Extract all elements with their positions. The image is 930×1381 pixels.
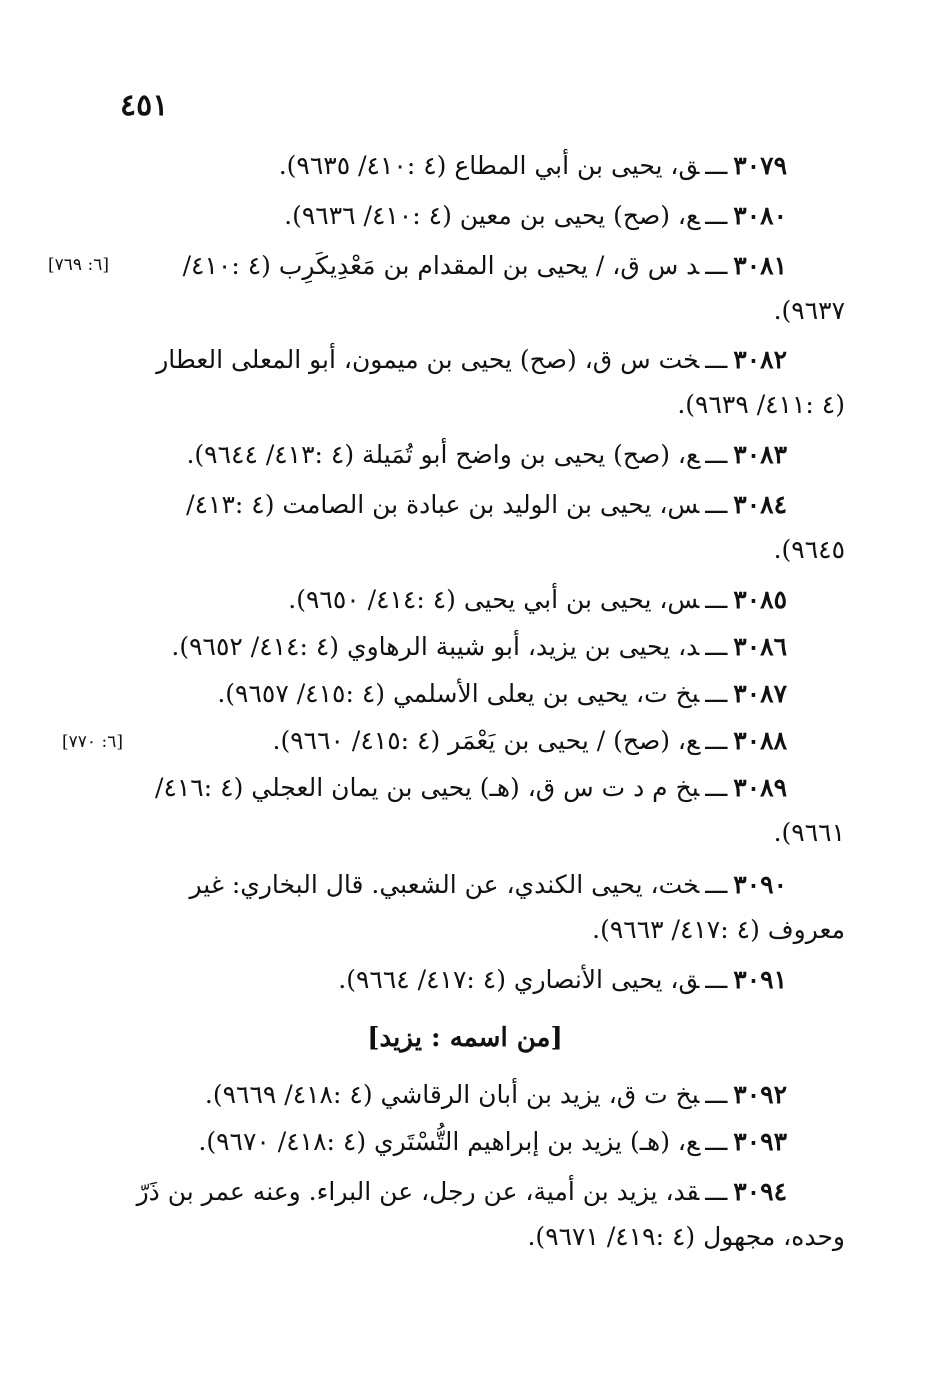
entry-text: س، يحيى بن أبي يحيى (٤ :٤١٤/ ٩٦٥٠).	[288, 585, 700, 614]
entry-3084: ٣٠٨٤ـــس، يحيى بن الوليد بن عبادة بن الصامت (٤ :٤١٣/	[186, 490, 787, 519]
entry-text: بخ م د ت س ق، (هـ) يحيى بن يمان العجلي (٤ :٤١٦/	[155, 773, 700, 802]
entry-text: ع، (صح) يحيى بن معين (٤ :٤١٠/ ٩٦٣٦).	[284, 201, 700, 230]
entry-3094: ٣٠٩٤ـــقد، يزيد بن أمية، عن رجل، عن البراء. وعنه عمر بن ذَرّ	[136, 1177, 787, 1206]
entry-text: خت س ق، (صح) يحيى بن ميمون، أبو المعلى العطار	[156, 345, 700, 374]
margin-reference: [٦: ٧٧٠]	[62, 732, 123, 752]
entry-number: ٣٠٩٤	[733, 1177, 787, 1206]
entry-3092: ٣٠٩٢ـــبخ ت ق، يزيد بن أبان الرقاشي (٤ :٤١٨/ ٩٦٦٩).	[204, 1080, 787, 1109]
entry-3089-continuation: ٩٦٦١).	[773, 818, 845, 847]
entry-3085: ٣٠٨٥ـــس، يحيى بن أبي يحيى (٤ :٤١٤/ ٩٦٥٠).	[288, 585, 787, 614]
entry-3087: ٣٠٨٧ـــبخ ت، يحيى بن يعلى الأسلمي (٤ :٤١٥/ ٩٦٥٧).	[217, 679, 787, 708]
entry-3083: ٣٠٨٣ـــع، (صح) يحيى بن واضح أبو تُمَيلة (٤ :٤١٣/ ٩٦٤٤).	[186, 440, 787, 469]
entry-3081-continuation: ٩٦٣٧).	[773, 296, 845, 325]
entry-text: ع، (هـ) يزيد بن إبراهيم التُّسْتَري (٤ :٤١٨/ ٩٦٧٠).	[198, 1127, 700, 1156]
section-heading: [من اسمه : يزيد]	[367, 1023, 563, 1053]
entry-number: ٣٠٨١	[733, 251, 787, 280]
entry-3094-continuation: وحده، مجهول (٤ :٤١٩/ ٩٦٧١).	[527, 1222, 845, 1251]
page-number: ٤٥١	[120, 88, 169, 123]
margin-reference: [٦: ٧٦٩]	[48, 255, 109, 275]
entry-number: ٣٠٩١	[733, 965, 787, 994]
entry-number: ٣٠٨٤	[733, 490, 787, 519]
entry-3080: ٣٠٨٠ـــع، (صح) يحيى بن معين (٤ :٤١٠/ ٩٦٣٦).	[284, 201, 787, 230]
entry-number: ٣٠٨٧	[733, 679, 787, 708]
entry-number: ٣٠٨٢	[733, 345, 787, 374]
entry-text: ق، يحيى الأنصاري (٤ :٤١٧/ ٩٦٦٤).	[338, 965, 700, 994]
entry-3089: ٣٠٨٩ـــبخ م د ت س ق، (هـ) يحيى بن يمان العجلي (٤ :٤١٦/	[155, 773, 787, 802]
entry-text: بخ ت، يحيى بن يعلى الأسلمي (٤ :٤١٥/ ٩٦٥٧).	[217, 679, 700, 708]
entry-text: بخ ت ق، يزيد بن أبان الرقاشي (٤ :٤١٨/ ٩٦٦٩).	[204, 1080, 700, 1109]
entry-text: ق، يحيى بن أبي المطاع (٤ :٤١٠/ ٩٦٣٥).	[278, 151, 700, 180]
entry-3090: ٣٠٩٠ـــخت، يحيى الكندي، عن الشعبي. قال البخاري: غير	[189, 870, 787, 899]
entry-text: ع، (صح) / يحيى بن يَعْمَر (٤ :٤١٥/ ٩٦٦٠).	[272, 726, 700, 755]
entry-text: س، يحيى بن الوليد بن عبادة بن الصامت (٤ :٤١٣/	[186, 490, 700, 519]
entry-number: ٣٠٨٥	[733, 585, 787, 614]
entry-3082-continuation: (٤ :٤١١/ ٩٦٣٩).	[677, 390, 845, 419]
entry-number: ٣٠٧٩	[733, 151, 787, 180]
entry-3079: ٣٠٧٩ـــق، يحيى بن أبي المطاع (٤ :٤١٠/ ٩٦٣٥).	[278, 151, 787, 180]
entry-3086: ٣٠٨٦ـــد، يحيى بن يزيد، أبو شيبة الرهاوي (٤ :٤١٤/ ٩٦٥٢).	[171, 632, 787, 661]
entry-text: د س ق، / يحيى بن المقدام بن مَعْدِيكَرِب (٤ :٤١٠/	[182, 251, 700, 280]
entry-number: ٣٠٩٣	[733, 1127, 787, 1156]
entry-number: ٣٠٨٠	[733, 201, 787, 230]
entry-3088: ٣٠٨٨ـــع، (صح) / يحيى بن يَعْمَر (٤ :٤١٥/ ٩٦٦٠).	[272, 726, 787, 755]
entry-3091: ٣٠٩١ـــق، يحيى الأنصاري (٤ :٤١٧/ ٩٦٦٤).	[338, 965, 787, 994]
entry-3090-continuation: معروف (٤ :٤١٧/ ٩٦٦٣).	[592, 915, 845, 944]
entry-number: ٣٠٨٨	[733, 726, 787, 755]
entry-3093: ٣٠٩٣ـــع، (هـ) يزيد بن إبراهيم التُّسْتَري (٤ :٤١٨/ ٩٦٧٠).	[198, 1127, 787, 1156]
entry-number: ٣٠٨٩	[733, 773, 787, 802]
entry-number: ٣٠٨٦	[733, 632, 787, 661]
entry-text: قد، يزيد بن أمية، عن رجل، عن البراء. وعنه عمر بن ذَرّ	[136, 1177, 700, 1206]
entry-text: ع، (صح) يحيى بن واضح أبو تُمَيلة (٤ :٤١٣/ ٩٦٤٤).	[186, 440, 700, 469]
entry-text: خت، يحيى الكندي، عن الشعبي. قال البخاري: غير	[189, 870, 700, 899]
entry-text: د، يحيى بن يزيد، أبو شيبة الرهاوي (٤ :٤١٤/ ٩٦٥٢).	[171, 632, 700, 661]
entry-number: ٣٠٩٠	[733, 870, 787, 899]
entry-3082: ٣٠٨٢ـــخت س ق، (صح) يحيى بن ميمون، أبو المعلى العطار	[156, 345, 787, 374]
entry-3081: ٣٠٨١ـــد س ق، / يحيى بن المقدام بن مَعْدِيكَرِب (٤ :٤١٠/	[182, 251, 787, 280]
entry-number: ٣٠٨٣	[733, 440, 787, 469]
entry-number: ٣٠٩٢	[733, 1080, 787, 1109]
entry-3084-continuation: ٩٦٤٥).	[773, 535, 845, 564]
